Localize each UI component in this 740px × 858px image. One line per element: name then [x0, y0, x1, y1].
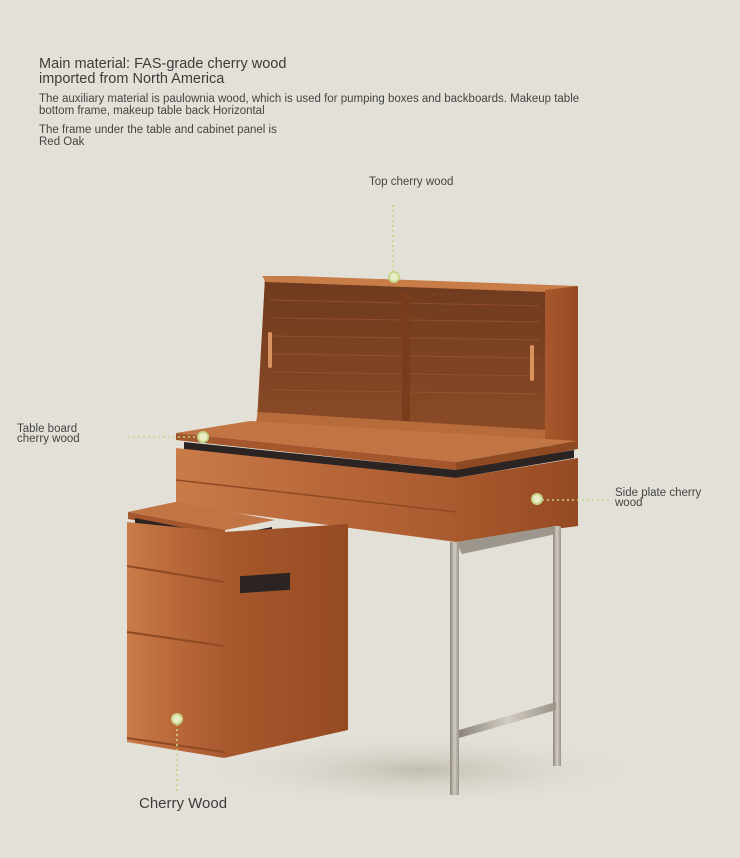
auxiliary-material-text: The auxiliary material is paulownia wood, which is used for pumping boxes and backboards. Makeup table bottom frame, makeup table back Horizontal: [39, 93, 580, 117]
top-hutch: [256, 276, 578, 446]
callout-cherry-wood: Cherry Wood: [139, 795, 228, 812]
marker-top: [389, 272, 399, 282]
marker-cabinet: [172, 714, 182, 724]
main-material-title: Main material: FAS-grade cherry wood imported from North America: [39, 56, 287, 87]
callout-top-cherry-wood: Top cherry wood: [369, 176, 454, 188]
callout-side-plate: Side plate cherry wood: [615, 487, 702, 509]
callout-table-board: Table board cherry wood: [17, 423, 80, 445]
frame-material-text: The frame under the table and cabinet panel is Red Oak: [39, 124, 277, 148]
marker-board: [198, 432, 208, 442]
pedestal-cabinet: [127, 502, 348, 758]
marker-side: [532, 494, 542, 504]
